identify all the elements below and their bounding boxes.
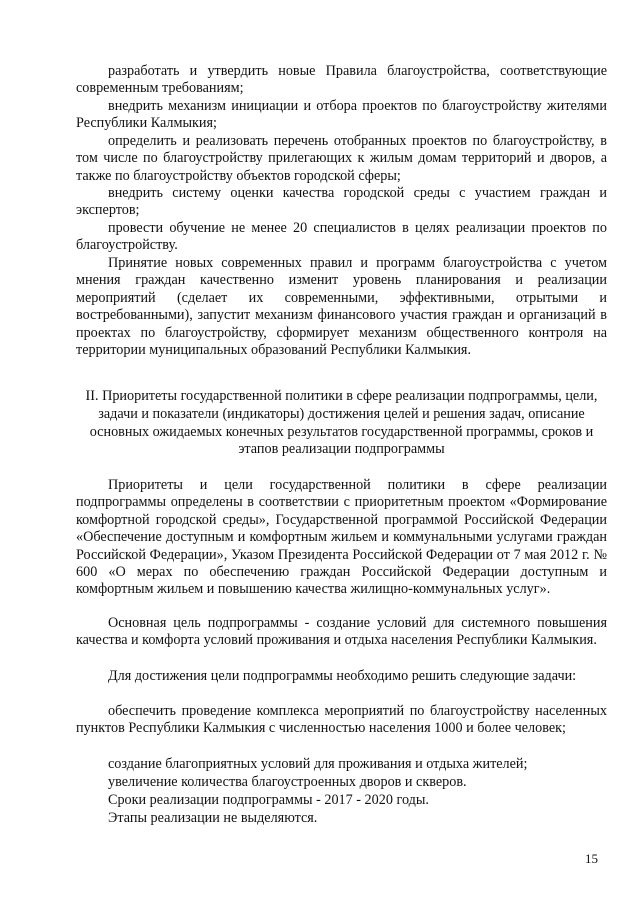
paragraph-goal: Основная цель подпрограммы - создание условий для системного повышения качества и комфорта условий проживания и отдыха населения Республики Калмыкия. (76, 615, 607, 649)
paragraph-rules: Принятие новых современных правил и программ благоустройства с учетом мнения граждан качественно изменит уровень планирования и реализации мероприятий (сделает их современными, эффективными, отрытыми и востребованными), запустит механизм финансового участия граждан и организаций в проектах по благоустройству, сформирует механизм общественного контроля на территории муниципальных образований Республики Калмыкия. (76, 255, 607, 359)
paragraph-tasks-intro: Для достижения цели подпрограммы необходимо решить следующие задачи: (108, 668, 577, 684)
list-item: провести обучение не менее 20 специалистов в целях реализации проектов по благоустройству. (76, 220, 607, 254)
list-item: обеспечить проведение комплекса мероприятий по благоустройству населенных пунктов Республики Калмыкия с численностью населения 1000 и более человек; (76, 703, 607, 737)
list-item: внедрить механизм инициации и отбора проектов по благоустройству жителями Республики Калмыкия; (76, 98, 607, 132)
list-item: определить и реализовать перечень отобранных проектов по благоустройству, в том числе по благоустройству прилегающих к жилым домам территорий и дворов, а также по благоустройству объектов городской сферы; (76, 133, 607, 184)
list-item: увеличение количества благоустроенных дворов и скверов. (108, 774, 467, 790)
paragraph-priorities: Приоритеты и цели государственной политики в сфере реализации подпрограммы определены в соответствии с приоритетным проектом «Формирование комфортной городской среды», Государственной программой Российской Федерации «Обеспечение доступным и комфортным жильем и коммунальными услугами граждан Российской Федерации», Указом Президента Российской Федерации от 7 мая 2012 г. № 600 «О мерах по обеспечению граждан Российской Федерации доступным и комфортным жильем и повышению качества жилищно-коммунальных услуг». (76, 477, 607, 598)
list-item: внедрить систему оценки качества городской среды с участием граждан и экспертов; (76, 185, 607, 219)
list-item: создание благоприятных условий для проживания и отдыха жителей; (108, 756, 528, 772)
paragraph-terms: Сроки реализации подпрограммы - 2017 - 2020 годы. (108, 792, 429, 808)
list-item: разработать и утвердить новые Правила благоустройства, соответствующие современным требованиям; (76, 63, 607, 97)
section-heading: II. Приоритеты государственной политики в сфере реализации подпрограммы, цели, задачи и показатели (индикаторы) достижения целей и решения задач, описание основных ожидаемых конечных результатов государственной программы, сроков и этапов реализации подпрограммы (85, 388, 598, 458)
page-number: 15 (585, 851, 598, 866)
paragraph-stages: Этапы реализации не выделяются. (108, 810, 318, 826)
